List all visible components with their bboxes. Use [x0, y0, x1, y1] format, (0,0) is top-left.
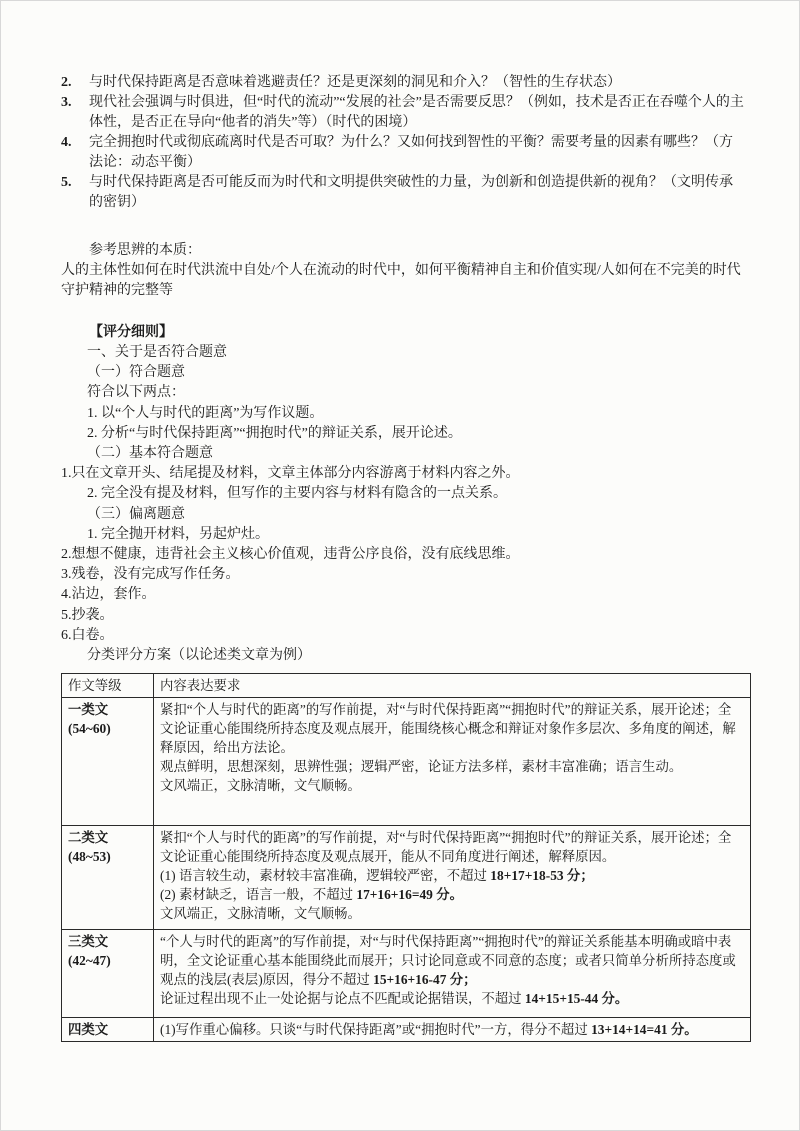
requirement-paragraph	[160, 866, 744, 885]
list-item-number: 3.	[61, 95, 72, 110]
rubric-line: 6.白卷。	[61, 627, 114, 643]
rubric-line: 一、关于是否符合题意	[87, 345, 227, 360]
list-item	[61, 73, 744, 93]
table-header-row	[62, 674, 751, 698]
requirement-paragraph	[160, 1020, 744, 1039]
rubric-title: 【评分细则】	[89, 325, 173, 340]
rubric-line: 符合以下两点：	[87, 385, 185, 401]
requirement-paragraph: 紧扣“个人与时代的距离”的写作前提，对“与时代保持距离”“拥抱时代”的辩证关系，展开论述；全文论证重心能围绕所持态度及观点展开，能围绕核心概念和辩证对象作多层次、多角度的阐述，解释原因，给出方法论。	[160, 702, 736, 756]
requirement-paragraph: 观点鲜明，思想深刻，思辨性强；逻辑严密，论证方法多样，素材丰富准确；语言生动。	[160, 759, 683, 775]
score-limit: 15+16+16-47 分；	[373, 972, 477, 988]
requirement-paragraph	[160, 885, 744, 904]
question-list	[61, 73, 744, 213]
requirement-text: 论证过程出现不止一处论据与论点不匹配或论据错误，不超过	[160, 991, 525, 1007]
rubric-section	[61, 343, 744, 666]
rubric-line: 2. 分析“与时代保持距离”“拥抱时代”的辩证关系，展开论述。	[87, 425, 462, 441]
grade-requirements-cell	[154, 698, 751, 826]
grade-range: (48~53)	[68, 849, 111, 865]
rubric-line: 1. 以“个人与时代的距离”为写作议题。	[87, 405, 324, 421]
essence-body: 人的主体性如何在时代洪流中自处/个人在流动的时代中，如何平衡精神自主和价值实现/人如何在不完美的时代守护精神的完整等	[61, 263, 741, 298]
grade-label: 二类文	[68, 830, 109, 846]
requirement-text: (1) 语言较生动，素材较丰富准确，逻辑较严密，不超过	[160, 868, 491, 884]
rubric-line: 2. 完全没有提及材料，但写作的主要内容与材料有隐含的一点关系。	[87, 486, 507, 502]
requirement-paragraph: 紧扣“个人与时代的距离”的写作前提，对“与时代保持距离”“拥抱时代”的辩证关系，展开论述；全文论证重心能围绕所持态度及观点展开，能从不同角度进行阐述，解释原因。	[160, 830, 732, 865]
requirement-paragraph	[160, 989, 744, 1008]
grade-cell	[62, 826, 154, 930]
list-item-number: 4.	[61, 135, 72, 150]
requirement-text: (1)写作重心偏移。只谈“与时代保持距离”或“拥抱时代”一方，得分不超过	[160, 1022, 592, 1038]
grading-table	[61, 673, 751, 1042]
table-header-content: 内容表达要求	[154, 674, 751, 698]
requirement-paragraph: 文风端正，文脉清晰，文气顺畅。	[160, 778, 361, 794]
grade-label: 一类文	[68, 702, 109, 718]
table-row-grade2	[62, 826, 751, 930]
table-row-grade1	[62, 698, 751, 826]
grade-cell	[62, 698, 154, 826]
grade-range: (54~60)	[68, 721, 111, 737]
score-limit: 13+14+14=41 分。	[591, 1022, 698, 1038]
list-item	[61, 173, 744, 213]
rubric-line: （二）基本符合题意	[87, 446, 213, 462]
grade-range: (42~47)	[68, 953, 111, 969]
grade-label: 三类文	[68, 934, 109, 950]
list-item-text: 现代社会强调与时俱进，但“时代的流动”“发展的社会”是否需要反思？（例如，技术是否正在吞噬个人的主体性，是否正在导向“他者的消失”等）（时代的困境）	[89, 95, 744, 130]
grade-cell	[62, 930, 154, 1018]
table-row-grade3	[62, 930, 751, 1018]
requirement-text: (2) 素材缺乏，语言一般，不超过	[160, 887, 357, 903]
score-limit: 17+16+16=49 分。	[356, 887, 463, 903]
rubric-line: 分类评分方案（以论述类文章为例）	[87, 648, 311, 664]
list-item	[61, 133, 744, 173]
rubric-line: （三）偏离题意	[87, 506, 185, 522]
rubric-line: 2.想想不健康，违背社会主义核心价值观，违背公序良俗，没有底线思维。	[61, 547, 520, 563]
table-header-grade: 作文等级	[62, 674, 154, 698]
grade-requirements-cell	[154, 826, 751, 930]
grade-requirements-cell	[154, 930, 751, 1018]
essence-heading: 参考思辨的本质：	[89, 243, 201, 258]
requirement-paragraph	[160, 932, 744, 989]
grade-requirements-cell	[154, 1018, 751, 1042]
list-item-text: 与时代保持距离是否意味着逃避责任？还是更深刻的洞见和介入？（智性的生存状态）	[89, 75, 621, 90]
rubric-line: 3.残卷，没有完成写作任务。	[61, 567, 240, 583]
rubric-line: 5.抄袭。	[61, 607, 114, 623]
rubric-line: （一）符合题意	[87, 365, 185, 381]
score-limit: 18+17+18-53 分；	[490, 868, 594, 884]
requirement-text: “个人与时代的距离”的写作前提，对“与时代保持距离”“拥抱时代”的辩证关系能基本明确或暗中表明，全文论证重心基本能围绕此而展开；只讨论同意或不同意的态度；或者只简单分析所持态度或观点的浅层(表层)原因，得分不超过	[160, 934, 736, 988]
rubric-line: 1.只在文章开头、结尾提及材料，文章主体部分内容游离于材料内容之外。	[61, 466, 520, 482]
score-limit: 14+15+15-44 分。	[524, 991, 629, 1007]
grade-label: 四类文	[68, 1022, 109, 1038]
requirement-paragraph: 文风端正，文脉清晰，文气顺畅。	[160, 906, 361, 922]
rubric-line: 4.沾边，套作。	[61, 587, 156, 603]
list-item-number: 2.	[61, 75, 72, 90]
rubric-line: 1. 完全抛开材料，另起炉灶。	[87, 526, 269, 542]
list-item-text: 与时代保持距离是否可能反而为时代和文明提供突破性的力量，为创新和创造提供新的视角？（文明传承的密钥）	[89, 175, 733, 210]
table-row-grade4	[62, 1018, 751, 1042]
list-item-text: 完全拥抱时代或彻底疏离时代是否可取？为什么？又如何找到智性的平衡？需要考量的因素有哪些？（方法论：动态平衡）	[89, 135, 733, 170]
list-item-number: 5.	[61, 175, 72, 190]
grade-cell	[62, 1018, 154, 1042]
list-item	[61, 93, 744, 133]
